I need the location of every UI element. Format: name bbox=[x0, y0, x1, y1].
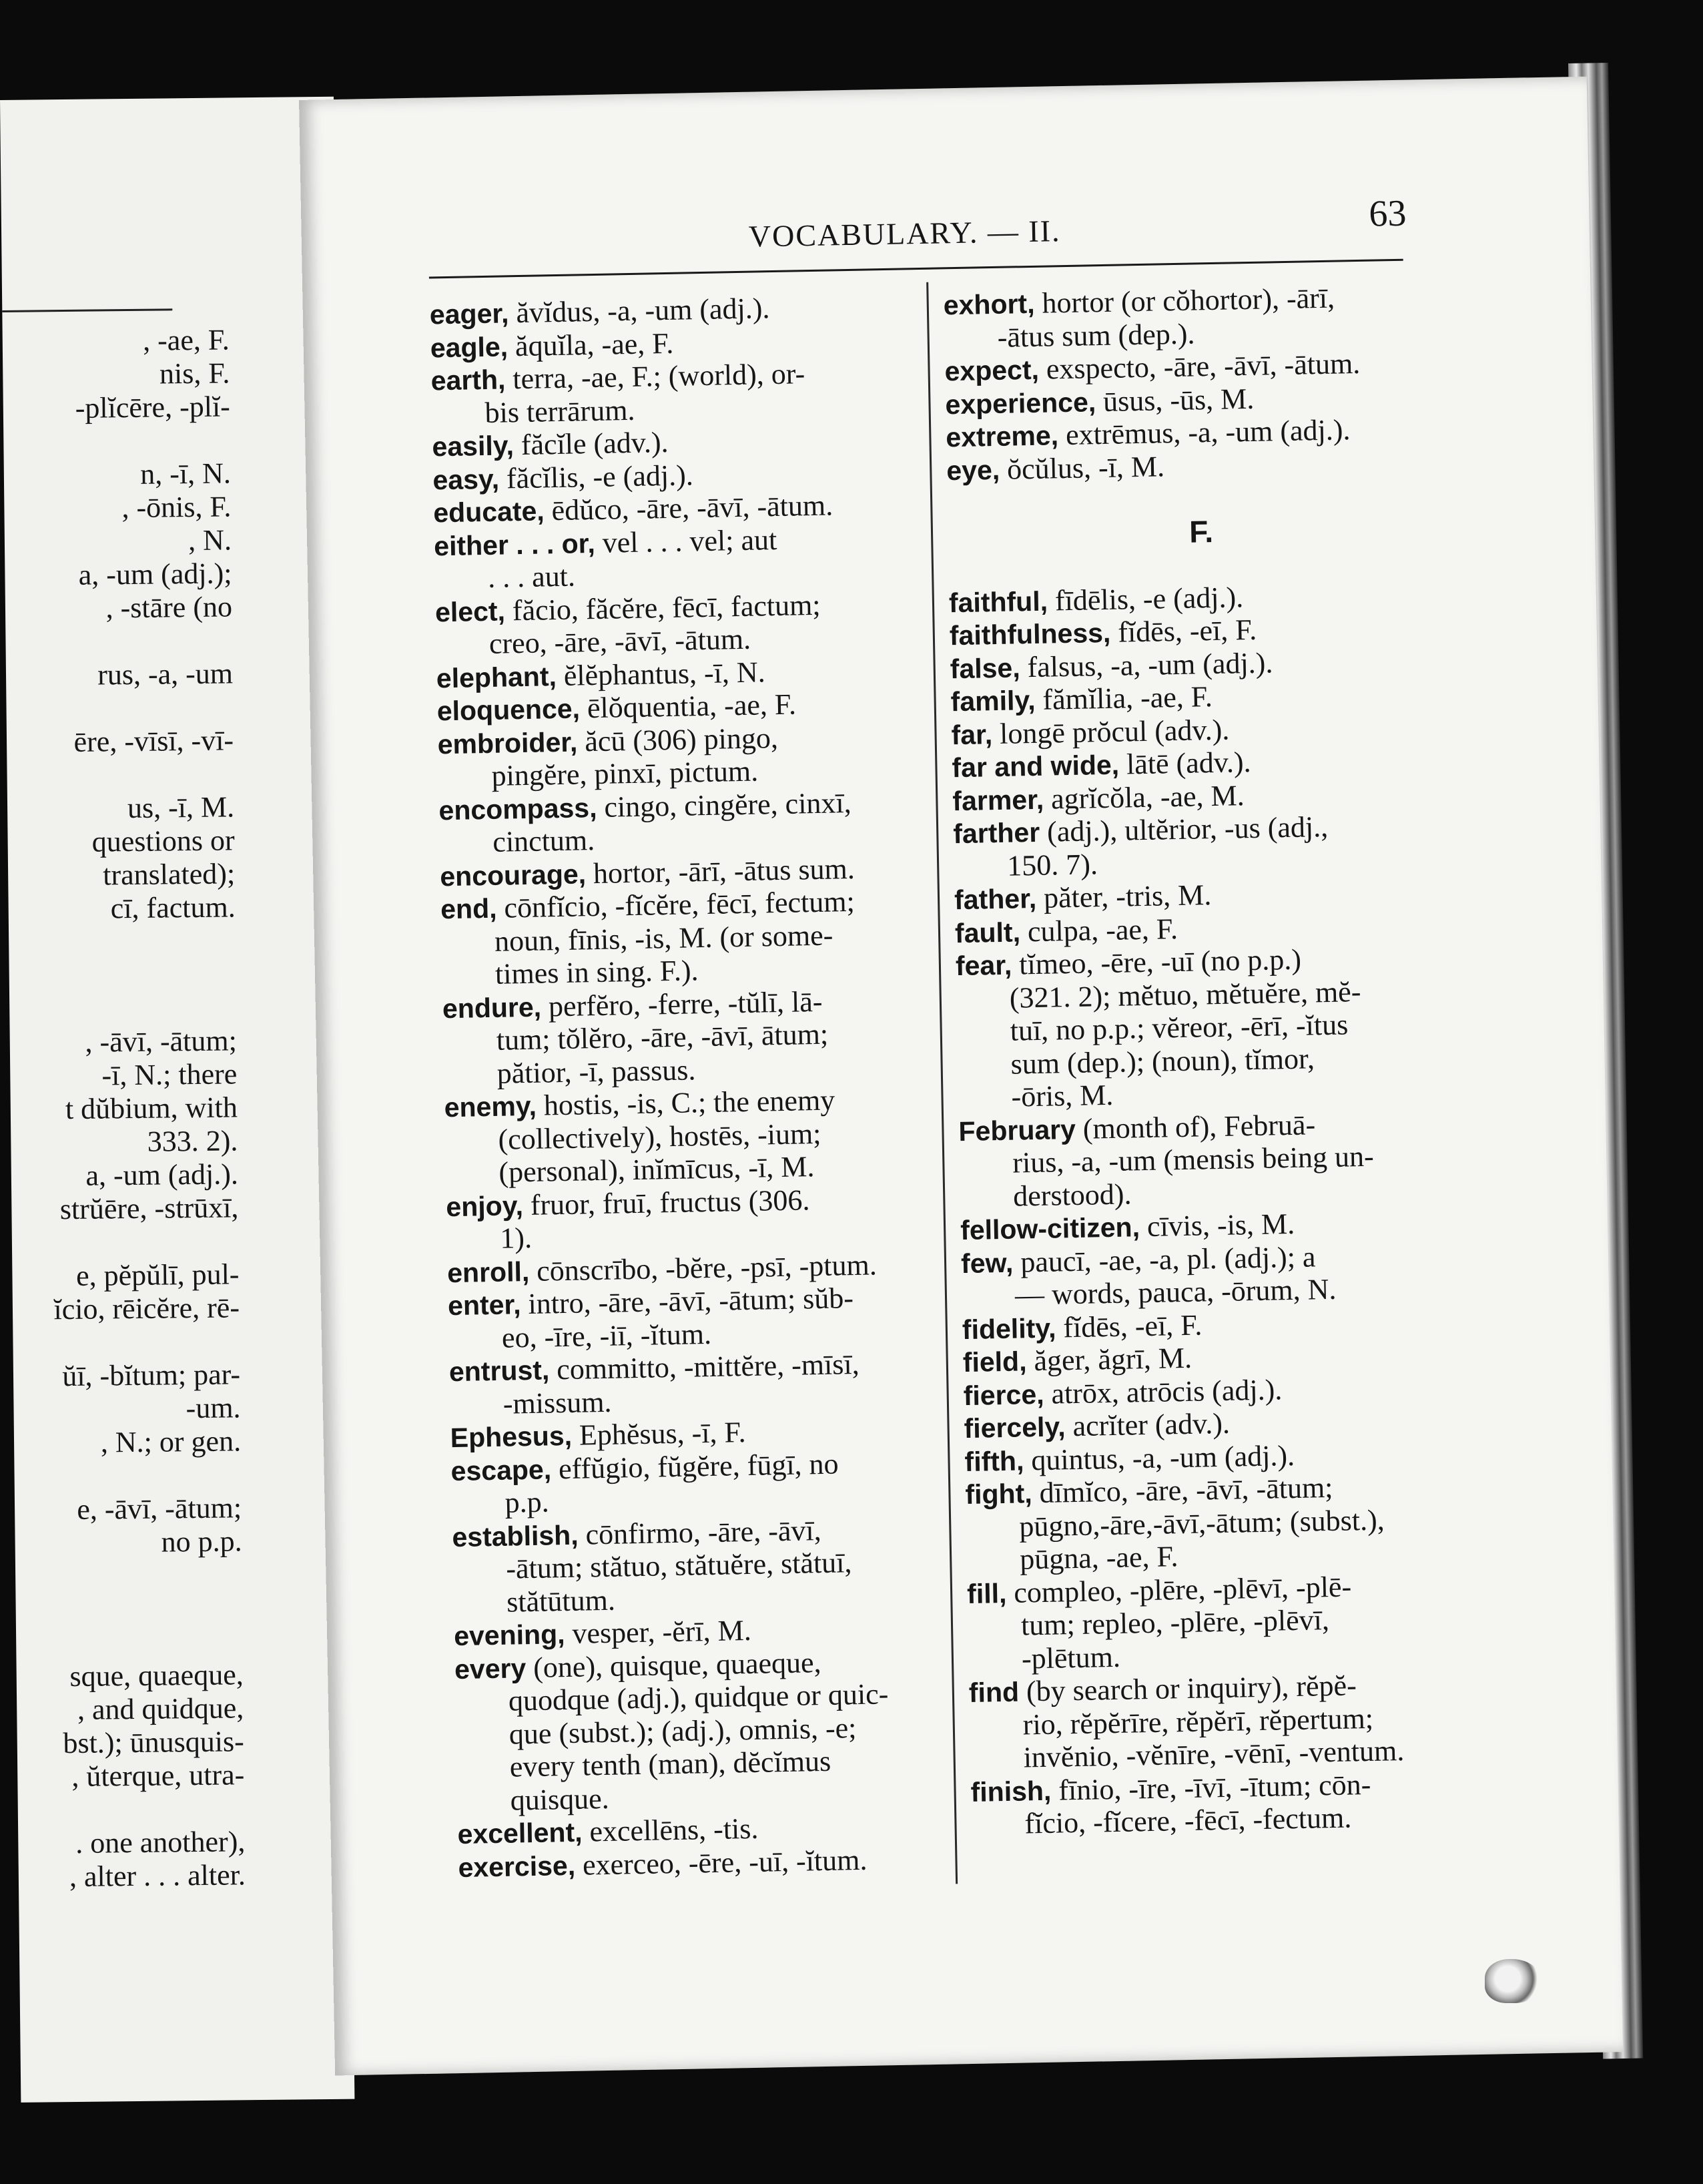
left-page-line: bst.); ūnusquis- bbox=[63, 1725, 245, 1760]
headword: eloquence, bbox=[436, 693, 581, 727]
headword: faithfulness, bbox=[949, 617, 1111, 651]
headword: embroider, bbox=[437, 726, 578, 760]
left-page bbox=[0, 97, 354, 2103]
left-page-line: translated); bbox=[102, 857, 236, 892]
headword: every bbox=[454, 1652, 527, 1685]
definition: (one), quisque, quaeque, bbox=[525, 1645, 821, 1684]
headword: end, bbox=[440, 892, 497, 925]
headword: entrust, bbox=[448, 1354, 550, 1388]
entry-continuation: eo, -īre, -iī, -ĭtum. bbox=[501, 1317, 712, 1354]
definition: ăvĭdus, -a, -um (adj.). bbox=[508, 292, 770, 330]
headword: educate, bbox=[432, 495, 545, 529]
definition: exerceo, -ēre, -uī, -ĭtum. bbox=[575, 1843, 868, 1882]
paper-smudge bbox=[1485, 1959, 1542, 2003]
entry-continuation: . . . aut. bbox=[487, 559, 576, 594]
headword: family, bbox=[950, 684, 1036, 718]
left-page-line: no p.p. bbox=[161, 1525, 242, 1559]
left-page-line: , alter . . . alter. bbox=[69, 1858, 246, 1894]
section-letter: F. bbox=[1188, 513, 1214, 549]
headword: February bbox=[958, 1113, 1076, 1147]
headword: finish, bbox=[970, 1775, 1052, 1808]
definition: effŭgio, fŭgĕre, fūgī, no bbox=[551, 1447, 839, 1485]
definition: atrōx, atrōcis (adj.). bbox=[1044, 1372, 1283, 1410]
definition: ĕlĕphantus, -ī, N. bbox=[556, 655, 766, 692]
left-page-line bbox=[16, 1625, 243, 1627]
headword: extreme, bbox=[946, 420, 1059, 453]
left-page-line: ĭcio, rēicĕre, rē- bbox=[53, 1291, 240, 1326]
definition: paucī, -ae, -a, pl. (adj.); a bbox=[1012, 1240, 1316, 1279]
left-page-line: ēre, -vīsī, -vī- bbox=[73, 724, 234, 758]
definition: hortor, -ārī, -ātus sum. bbox=[585, 852, 856, 890]
entry-continuation: sum (dep.); (noun), tĭmor, bbox=[1010, 1041, 1315, 1081]
headword: far and wide, bbox=[952, 749, 1120, 784]
definition: intro, -āre, -āvī, -ātum; sŭb- bbox=[521, 1282, 854, 1321]
headword: evening, bbox=[453, 1619, 565, 1652]
definition: făcĭlis, -e (adj.). bbox=[498, 458, 694, 495]
headword: eager, bbox=[429, 298, 509, 330]
entry-continuation: (321. 2); mĕtuo, mĕtuĕre, mĕ- bbox=[1009, 975, 1361, 1015]
definition: cōnfĭcio, -fĭcĕre, fēcī, fectum; bbox=[496, 884, 856, 924]
entry-continuation: pingĕre, pinxī, pictum. bbox=[491, 754, 759, 792]
definition: păter, -tris, M. bbox=[1036, 878, 1212, 914]
left-page-line: e, -āvī, -ātum; bbox=[77, 1491, 242, 1526]
left-page-line: 333. 2). bbox=[147, 1124, 238, 1158]
definition: longē prŏcul (adv.). bbox=[992, 713, 1230, 750]
left-page-line: , -stāre (no bbox=[105, 590, 233, 625]
headword: faithful, bbox=[948, 585, 1048, 618]
definition: fīdēlis, -e (adj.). bbox=[1047, 580, 1244, 617]
definition: (by search or inquiry), rĕpĕ- bbox=[1018, 1669, 1357, 1708]
headword: Ephesus, bbox=[450, 1420, 573, 1454]
headword: eye, bbox=[946, 454, 1000, 486]
headword: expect, bbox=[944, 354, 1040, 387]
entry-continuation: creo, -āre, -āvī, -ātum. bbox=[488, 622, 751, 660]
definition: ūsus, -ūs, M. bbox=[1095, 382, 1255, 418]
entry-continuation: (collectively), hostēs, -ium; bbox=[498, 1117, 821, 1156]
headword: earth, bbox=[430, 364, 506, 396]
left-page-line: , -āvī, -ātum; bbox=[85, 1024, 238, 1059]
left-page-line: questions or bbox=[91, 824, 235, 858]
entry-continuation: noun, fīnis, -is, M. (or some- bbox=[494, 918, 833, 958]
definition: vesper, -ĕrī, M. bbox=[565, 1613, 752, 1651]
entry-continuation: quodque (adj.), quidque or quic- bbox=[508, 1677, 889, 1717]
left-page-line: , N. bbox=[188, 523, 232, 557]
definition: committo, -mittĕre, -mīsī, bbox=[549, 1347, 860, 1386]
definition: fĭdēs, -eī, F. bbox=[1110, 613, 1257, 649]
left-page-line: n, -ī, N. bbox=[139, 457, 232, 491]
entry-continuation: times in sing. F.). bbox=[494, 954, 699, 991]
headword: easy, bbox=[432, 463, 500, 495]
headword: enemy, bbox=[444, 1090, 537, 1123]
headword: elephant, bbox=[436, 660, 557, 694]
definition: terra, -ae, F.; (world), or- bbox=[504, 357, 805, 396]
headword: either . . . or, bbox=[433, 527, 596, 561]
definition: hostis, -is, C.; the enemy bbox=[536, 1083, 835, 1122]
definition: acrĭter (adv.). bbox=[1065, 1406, 1231, 1443]
left-page-line: strŭēre, -strūxī, bbox=[59, 1191, 239, 1226]
definition: făcĭle (adv.). bbox=[513, 425, 669, 462]
definition: tĭmeo, -ēre, -uī (no p.p.) bbox=[1011, 942, 1302, 981]
headword: false, bbox=[950, 651, 1021, 684]
entry-continuation: que (subst.); (adj.), omnis, -e; bbox=[508, 1711, 857, 1751]
headword: find bbox=[968, 1676, 1020, 1709]
entry-continuation: pūgno,-āre,-āvī,-ātum; (subst.), bbox=[1018, 1503, 1385, 1543]
left-page-line: , N.; or gen. bbox=[100, 1424, 242, 1459]
headword: fierce, bbox=[963, 1378, 1044, 1411]
right-page bbox=[299, 77, 1623, 2076]
definition: ăquĭla, -ae, F. bbox=[507, 326, 674, 362]
definition: agrĭcŏla, -ae, M. bbox=[1043, 778, 1245, 816]
left-page-text bbox=[0, 97, 334, 1894]
page-number: 63 bbox=[1368, 192, 1407, 235]
definition: fīnio, -īre, -īvī, -ītum; cōn- bbox=[1050, 1767, 1371, 1807]
entry-continuation: every tenth (man), dĕcĭmus bbox=[509, 1744, 831, 1784]
definition: lātē (adv.). bbox=[1118, 746, 1251, 781]
headword: fellow-citizen, bbox=[960, 1211, 1140, 1246]
left-page-line: ŭī, -bĭtum; par- bbox=[62, 1358, 241, 1393]
left-page-line: nis, F. bbox=[159, 356, 230, 390]
entry-continuation: -ātum; stătuo, stătuĕre, stătuī, bbox=[505, 1546, 852, 1585]
entry-continuation: derstood). bbox=[1012, 1177, 1132, 1213]
entry-continuation: 1). bbox=[499, 1221, 533, 1255]
left-page-line bbox=[15, 1591, 242, 1594]
left-page-line: -ī, N.; there bbox=[101, 1057, 238, 1092]
headword: far, bbox=[951, 718, 993, 750]
definition: fĭdēs, -eī, F. bbox=[1055, 1308, 1203, 1344]
headword: establish, bbox=[452, 1519, 579, 1553]
headword: fight, bbox=[965, 1478, 1033, 1511]
definition: ēdŭco, -āre, -āvī, -ātum. bbox=[544, 489, 833, 527]
left-page-line: -plĭcēre, -plĭ- bbox=[75, 390, 231, 425]
vocabulary-column-left bbox=[429, 289, 965, 1884]
headword: enroll, bbox=[446, 1256, 530, 1288]
entry-continuation: tum; tŏlĕro, -āre, -āvī, ātum; bbox=[496, 1017, 829, 1057]
definition: ăger, ăgrī, M. bbox=[1026, 1341, 1193, 1378]
headword: fiercely, bbox=[964, 1411, 1066, 1444]
entry-continuation: rius, -a, -um (mensis being un- bbox=[1012, 1139, 1375, 1179]
headword: fill, bbox=[966, 1577, 1007, 1609]
headword: escape, bbox=[450, 1453, 552, 1486]
left-page-line: a, -um (adj.). bbox=[85, 1157, 239, 1192]
left-page-line: a, -um (adj.); bbox=[78, 557, 232, 591]
entry-continuation: -missum. bbox=[502, 1385, 612, 1420]
headword: eagle, bbox=[430, 330, 508, 363]
headword: fifth, bbox=[964, 1444, 1024, 1477]
definition: (adj.), ultĕrior, -us (adj., bbox=[1039, 810, 1329, 848]
left-page-line: . one another), bbox=[75, 1825, 246, 1860]
definition: cōnfirmo, -āre, -āvī, bbox=[578, 1513, 822, 1551]
entry-continuation: rio, rĕpĕrīre, rĕpĕrī, rĕpertum; bbox=[1022, 1701, 1374, 1741]
entry-continuation: stătūtum. bbox=[506, 1583, 616, 1619]
definition: făcio, făcĕre, fēcī, factum; bbox=[504, 588, 821, 627]
left-page-line: e, pĕpŭlī, pul- bbox=[75, 1258, 240, 1292]
headword: fear, bbox=[955, 949, 1012, 982]
headword: experience, bbox=[945, 386, 1096, 420]
definition: dīmĭco, -āre, -āvī, -ātum; bbox=[1032, 1470, 1333, 1510]
left-page-line: rus, -a, -um bbox=[97, 657, 234, 692]
headword: exercise, bbox=[458, 1850, 576, 1883]
definition: (month of), Februā- bbox=[1075, 1107, 1316, 1145]
entry-continuation: tum; repleo, -plēre, -plēvī, bbox=[1020, 1603, 1330, 1642]
headword: exhort, bbox=[943, 288, 1035, 321]
entry-continuation: bis terrārum. bbox=[484, 393, 635, 429]
entry-continuation: quisque. bbox=[510, 1782, 610, 1817]
left-page-line: sque, quaeque, bbox=[69, 1658, 244, 1693]
definition: perfĕro, -ferre, -tŭlī, lā- bbox=[541, 985, 823, 1023]
left-page-line: us, -ī, M. bbox=[127, 790, 235, 825]
definition: fămĭlia, -ae, F. bbox=[1035, 680, 1213, 716]
definition: cīvis, -is, M. bbox=[1139, 1207, 1295, 1244]
definition: extrēmus, -a, -um (adj.). bbox=[1058, 413, 1351, 452]
header-rule bbox=[429, 259, 1403, 279]
definition: ēlŏquentia, -ae, F. bbox=[579, 688, 797, 725]
left-page-line: cī, factum. bbox=[110, 890, 236, 925]
definition: ŏcŭlus, -ī, M. bbox=[999, 449, 1165, 486]
headword: enter, bbox=[447, 1289, 521, 1322]
entry-continuation: invĕnio, -vĕnīre, -vēnī, -ventum. bbox=[1023, 1734, 1405, 1774]
headword: easily, bbox=[432, 430, 515, 463]
headword: farmer, bbox=[952, 784, 1044, 816]
definition: vel . . . vel; aut bbox=[595, 523, 777, 559]
headword: enjoy, bbox=[445, 1189, 524, 1222]
entry-continuation: fĭcio, -fĭcere, -fēcī, -fectum. bbox=[1024, 1801, 1352, 1840]
left-page-line: -um. bbox=[186, 1391, 241, 1425]
left-page-rule bbox=[2, 308, 172, 312]
headword: excellent, bbox=[457, 1816, 583, 1850]
definition: hortor (or cŏhortor), -ārī, bbox=[1034, 281, 1335, 320]
entry-continuation: p.p. bbox=[504, 1485, 549, 1519]
definition: quintus, -a, -um (adj.). bbox=[1023, 1438, 1295, 1476]
entry-continuation: -ōris, M. bbox=[1011, 1078, 1114, 1113]
headword: fidelity, bbox=[962, 1312, 1056, 1345]
entry-continuation: 150. 7). bbox=[1006, 847, 1098, 882]
headword: elect, bbox=[434, 595, 506, 627]
entry-continuation: -plētum. bbox=[1021, 1640, 1121, 1675]
headword: farther bbox=[952, 816, 1040, 850]
left-page-line: , ŭterque, utra- bbox=[71, 1758, 245, 1794]
headword: endure, bbox=[442, 991, 542, 1024]
headword: encourage, bbox=[439, 858, 587, 892]
vocabulary-column-right bbox=[943, 279, 1479, 1841]
definition: cōnscrībo, -bĕre, -psī, -ptum. bbox=[529, 1248, 878, 1288]
left-page-line bbox=[9, 957, 236, 960]
left-page-line: t dŭbium, with bbox=[65, 1091, 238, 1126]
definition: excellēns, -tis. bbox=[582, 1812, 759, 1848]
definition: exspecto, -āre, -āvī, -ātum. bbox=[1038, 346, 1361, 386]
left-page-line bbox=[9, 991, 236, 993]
headword: encompass, bbox=[438, 792, 597, 826]
headword: few, bbox=[960, 1247, 1014, 1279]
left-page-line: , and quidque, bbox=[77, 1691, 244, 1726]
headword: field, bbox=[962, 1346, 1027, 1378]
definition: fruor, fruī, fructus (306. bbox=[523, 1183, 810, 1221]
definition: Ephĕsus, -ī, F. bbox=[571, 1416, 746, 1452]
definition: culpa, -ae, F. bbox=[1020, 912, 1178, 948]
definition: compleo, -plēre, -plēvī, -plē- bbox=[1006, 1569, 1352, 1609]
left-page-line: , -ōnis, F. bbox=[121, 490, 232, 525]
entry-continuation: pūgna, -ae, F. bbox=[1019, 1540, 1178, 1576]
entry-continuation: (personal), inĭmīcus, -ī, M. bbox=[498, 1150, 815, 1189]
definition: cingo, cingĕre, cinxī, bbox=[597, 786, 852, 824]
entry-continuation: — words, pauca, -ōrum, N. bbox=[1014, 1272, 1337, 1312]
entry-continuation: pătior, -ī, passus. bbox=[496, 1053, 696, 1090]
headword: fault, bbox=[954, 916, 1021, 948]
definition: falsus, -a, -um (adj.). bbox=[1020, 645, 1273, 684]
entry-continuation: tuī, no p.p.; vĕreor, -ērī, -ĭtus bbox=[1010, 1008, 1349, 1047]
running-head: VOCABULARY. — II. bbox=[748, 214, 1061, 254]
entry-continuation: cinctum. bbox=[492, 824, 595, 858]
left-page-line: , -ae, F. bbox=[142, 323, 230, 357]
entry-continuation: -ātus sum (dep.). bbox=[997, 316, 1195, 354]
headword: father, bbox=[954, 882, 1037, 916]
definition: ăcū (306) pingo, bbox=[577, 721, 779, 758]
